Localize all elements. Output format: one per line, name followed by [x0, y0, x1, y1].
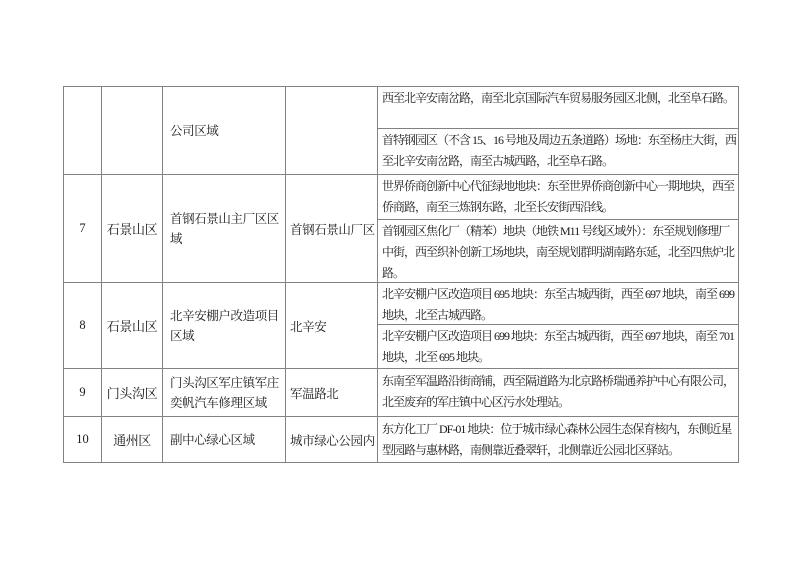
location-cell	[286, 87, 378, 174]
row-number-cell: 9	[64, 369, 102, 416]
row-number-cell: 8	[64, 283, 102, 368]
location-cell: 北辛安	[286, 283, 378, 368]
description-cell	[378, 369, 738, 416]
table-row	[64, 417, 738, 462]
description-cell	[378, 87, 738, 174]
description-subcell: 世界侨商创新中心代征绿地地块：东至世界侨商创新中心一期地块，西至侨商路，南至三炼钢东路，北至长安街西沿线。	[382, 179, 735, 214]
description-cell	[378, 175, 738, 282]
district-cell: 门头沟区	[102, 369, 163, 416]
district-cell: 通州区	[102, 417, 163, 462]
district-cell	[102, 87, 163, 174]
description-subcell: 北辛安棚户区改造项目 699 地块：东至古城西街，西至 697 地块，南至 701 地块，北至 695 地块。	[378, 324, 738, 368]
area-cell: 副中心绿心区域	[163, 417, 286, 462]
area-cell: 门头沟区军庄镇军庄奕帆汽车修理区域	[163, 369, 286, 416]
relocation-areas-table	[63, 86, 739, 463]
table-row	[64, 175, 738, 283]
description-subcell: 东南至军温路沿街商铺，西至隔道路为北京路桥瑞通养护中心有限公司，北至废弃的军庄镇中心区污水处理站。	[382, 374, 735, 409]
location-cell: 城市绿心公园内	[286, 417, 378, 462]
description-subcell: 首特钢园区（不含 15、16 号地及周边五条道路）场地：东至杨庄大街，西至北辛安南岔路，南至古城西路，北至阜石路。	[378, 128, 738, 174]
description-subcell: 东方化工厂 DF-01 地块：位于城市绿心森林公园生态保育核内，东侧近星型园路与惠林路，南侧靠近叠翠轩，北侧靠近公园北区驿站。	[382, 422, 732, 457]
table-row	[64, 369, 738, 417]
row-number-cell	[64, 87, 102, 174]
location-cell: 军温路北	[286, 369, 378, 416]
description-cell	[378, 283, 738, 368]
description-subcell: 首钢园区焦化厂（精苯）地块（地铁 M11 号线区域外）：东至规划修理厂中街，西至织补创新工场地块，南至规划群明湖南路东延，北至四焦炉北路。	[378, 219, 738, 282]
table-row	[64, 283, 738, 369]
area-cell: 北辛安棚户改造项目区域	[163, 283, 286, 368]
description-cell	[378, 417, 738, 462]
table-row	[64, 87, 738, 175]
description-subcell: 北辛安棚户区改造项目 695 地块：东至古城西街，西至 697 地块，南至 699 地块，北至古城西路。	[382, 287, 735, 322]
description-subcell: 西至北辛安南岔路，南至北京国际汽车贸易服务园区北侧，北至阜石路。	[382, 91, 735, 105]
row-number-cell: 7	[64, 175, 102, 282]
district-cell: 石景山区	[102, 175, 163, 282]
district-cell: 石景山区	[102, 283, 163, 368]
row-number-cell: 10	[64, 417, 102, 462]
area-cell: 公司区域	[163, 87, 286, 174]
area-cell: 首钢石景山主厂区区域	[163, 175, 286, 282]
location-cell: 首钢石景山厂区	[286, 175, 378, 282]
